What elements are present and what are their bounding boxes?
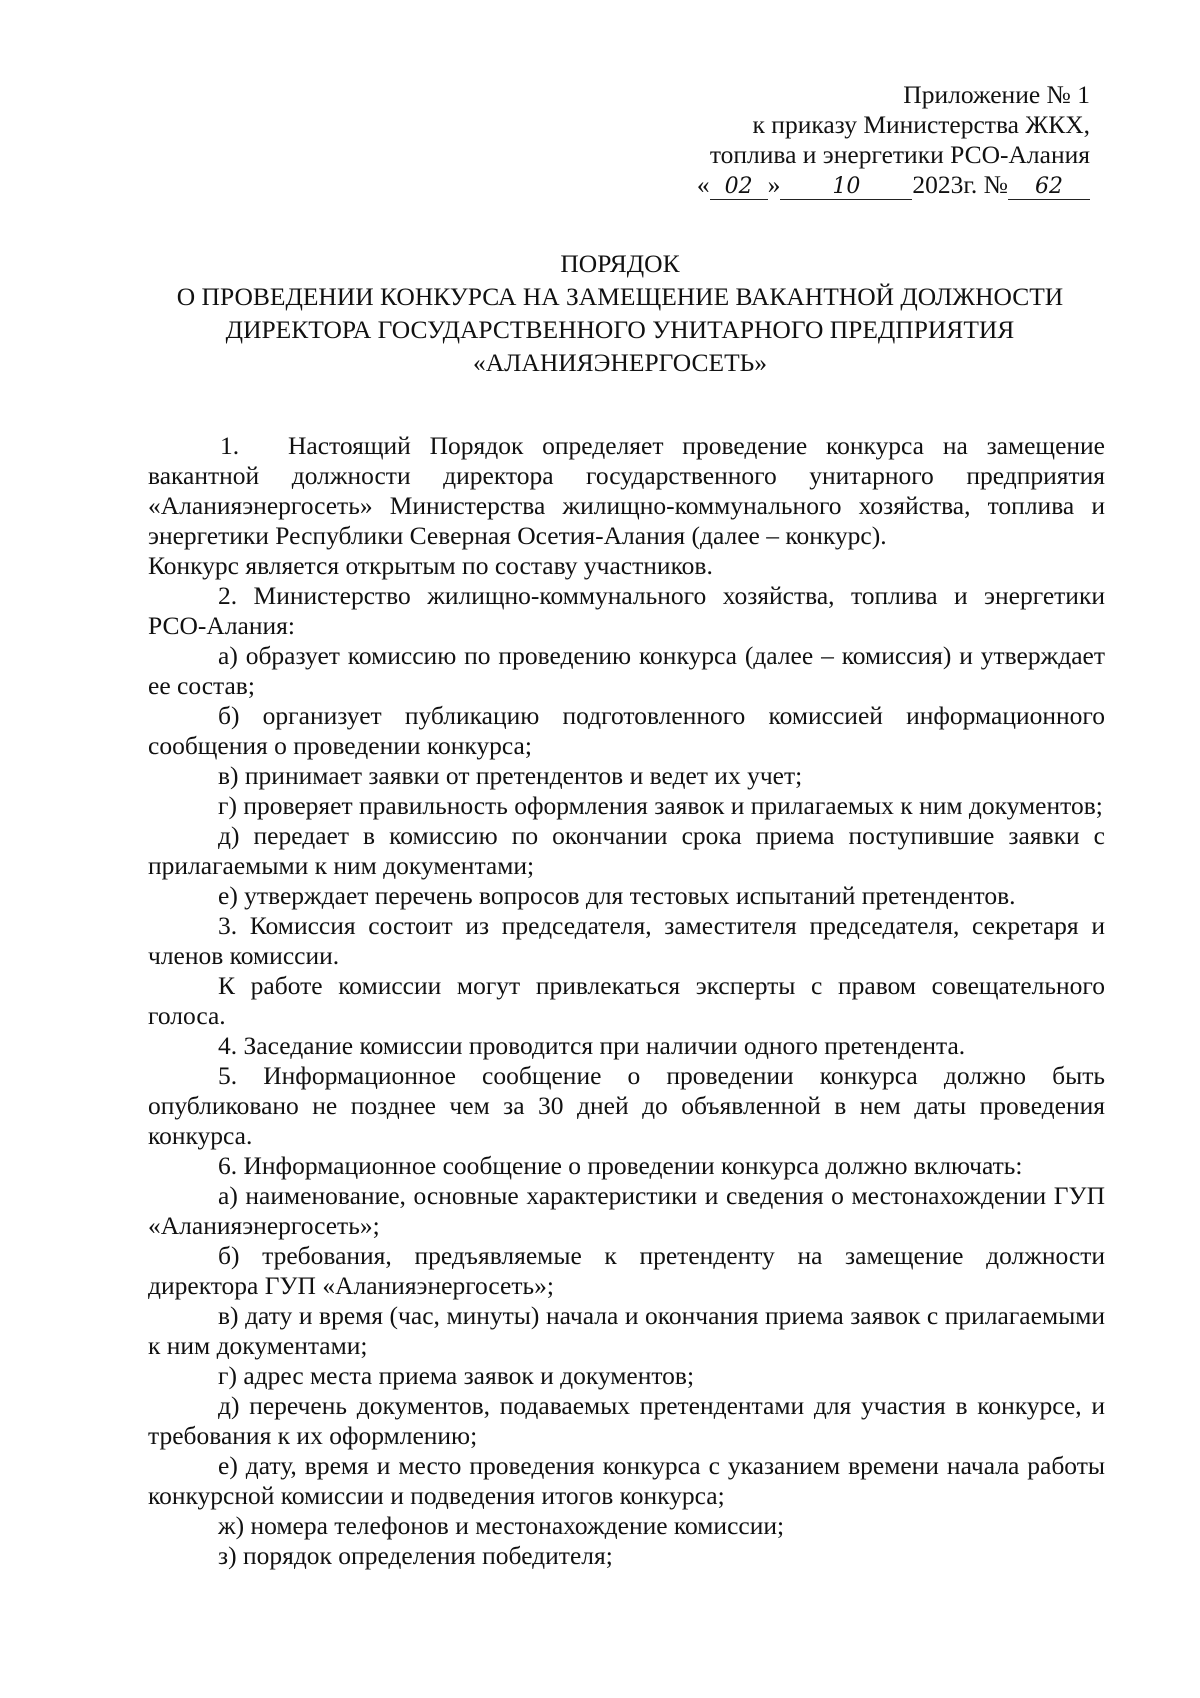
order-month: 10 — [832, 174, 861, 199]
paragraph-6e: д) перечень документов, подаваемых претендентами для участия в конкурсе, и требования к их оформлению; — [148, 1391, 1105, 1450]
paragraph-6g: ж) номера телефонов и местонахождение комиссии; — [218, 1511, 785, 1540]
order-reference: к приказу Министерства ЖКХ, — [752, 110, 1090, 139]
appendix-header — [697, 80, 1090, 200]
paragraph-2e: д) передает в комиссию по окончании срока приема поступившие заявки с прилагаемыми к ним документами; — [148, 821, 1105, 880]
order-year: 2023г. № — [912, 170, 1008, 199]
paragraph-2d: г) проверяет правильность оформления заявок и прилагаемых к ним документов; — [218, 791, 1103, 820]
paragraph-6: 6. Информационное сообщение о проведении конкурса должно включать: — [218, 1151, 1023, 1180]
appendix-label: Приложение № 1 — [903, 80, 1090, 109]
order-day: 02 — [724, 174, 753, 199]
title-line-4: «АЛАНИЯЭНЕРГОСЕТЬ» — [472, 348, 768, 377]
paragraph-6b: б) требования, предъявляемые к претенденту на замещение должности директора ГУП «Аланияэнергосеть»; — [148, 1241, 1105, 1300]
title-line-1: ПОРЯДОК — [560, 249, 680, 278]
order-date-line — [697, 170, 1090, 200]
paragraph-1-number: 1. — [220, 431, 240, 460]
order-number-field — [1008, 173, 1090, 200]
title-line-3: ДИРЕКТОРА ГОСУДАРСТВЕННОГО УНИТАРНОГО ПРЕДПРИЯТИЯ — [225, 315, 1015, 344]
document-body — [148, 431, 1105, 1571]
paragraph-6h: з) порядок определения победителя; — [218, 1541, 613, 1570]
paragraph-6c: в) дату и время (час, минуты) начала и окончания приема заявок с прилагаемыми к ним документами; — [148, 1301, 1105, 1360]
order-month-field — [780, 173, 912, 200]
paragraph-5: 5. Информационное сообщение о проведении конкурса должно быть опубликовано не позднее чем за 30 дней до объявленной в нем даты проведения конкурса. — [148, 1061, 1105, 1150]
paragraph-6a: а) наименование, основные характеристики и сведения о местонахождении ГУП «Аланияэнергосеть»; — [148, 1181, 1105, 1240]
document-title — [140, 247, 1100, 379]
title-line-2: О ПРОВЕДЕНИИ КОНКУРСА НА ЗАМЕЩЕНИЕ ВАКАНТНОЙ ДОЛЖНОСТИ — [176, 282, 1064, 311]
paragraph-2b: б) организует публикацию подготовленного комиссией информационного сообщения о проведении конкурса; — [148, 701, 1105, 760]
paragraph-1-text: Настоящий Порядок определяет проведение конкурса на замещение вакантной должности директора государственного унитарного предприятия «Аланияэнергосеть» Министерства жилищно-коммунального хозяйства, топлива и энергетики Республики Северная Осетия-Алания (далее – конкурс). — [148, 431, 1105, 550]
paragraph-6f: е) дату, время и место проведения конкурса с указанием времени начала работы конкурсной комиссии и подведения итогов конкурса; — [148, 1451, 1105, 1510]
paragraph-2c: в) принимает заявки от претендентов и ведет их учет; — [218, 761, 803, 790]
paragraph-1 — [148, 431, 1105, 551]
paragraph-6d: г) адрес места приема заявок и документов; — [218, 1361, 695, 1390]
paragraph-2f: е) утверждает перечень вопросов для тестовых испытаний претендентов. — [218, 881, 1016, 910]
paragraph-4: 4. Заседание комиссии проводится при наличии одного претендента. — [218, 1031, 966, 1060]
order-day-field — [710, 173, 768, 200]
paragraph-2: 2. Министерство жилищно-коммунального хозяйства, топлива и энергетики РСО-Алания: — [148, 581, 1105, 640]
date-open-quote: « — [696, 170, 710, 199]
paragraph-3: 3. Комиссия состоит из председателя, заместителя председателя, секретаря и членов комиссии. — [148, 911, 1105, 970]
paragraph-3b: К работе комиссии могут привлекаться эксперты с правом совещательного голоса. — [148, 971, 1105, 1030]
paragraph-1b: Конкурс является открытым по составу участников. — [148, 551, 713, 580]
paragraph-2a: а) образует комиссию по проведению конкурса (далее – комиссия) и утверждает ее состав; — [148, 641, 1105, 700]
date-close-quote: » — [767, 170, 781, 199]
order-number: 62 — [1035, 174, 1063, 199]
ministry-name: топлива и энергетики РСО-Алания — [709, 140, 1090, 169]
